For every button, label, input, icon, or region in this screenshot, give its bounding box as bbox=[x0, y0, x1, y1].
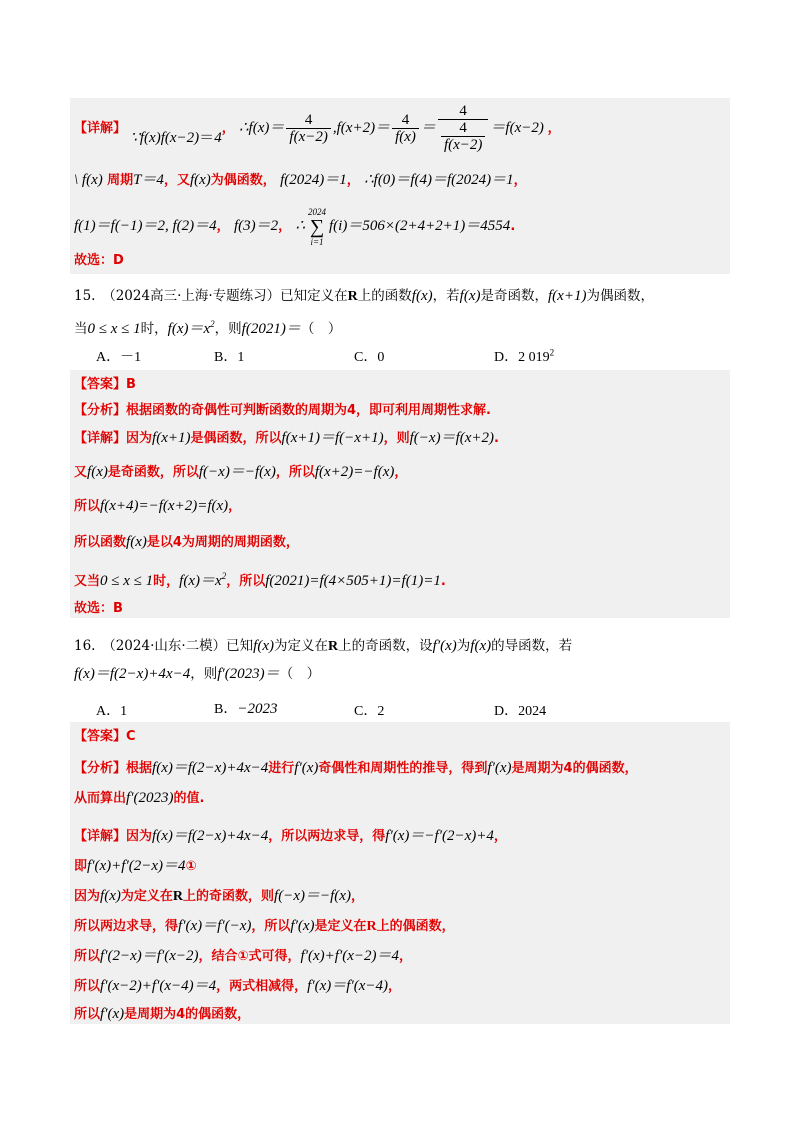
math-expr: \ f(x) bbox=[74, 172, 103, 188]
q15-detail-line5: 又当0 ≤ x ≤ 1时，$f(x)=x^2$，所以f(2021)=f(4×505+1)=f(1)=1. bbox=[74, 571, 446, 589]
detail-label: 【详解】 bbox=[74, 121, 127, 136]
q16-option-d: D．2024 bbox=[494, 704, 547, 719]
math-expr: ∴f(0)＝f(4)＝f(2024)＝1 bbox=[364, 172, 514, 188]
q16-analysis-line2: 从而算出f′(2023)的值. bbox=[74, 790, 205, 806]
prev-sum-line: f(1)＝f(−1)＝2, f(2)＝4， f(3)＝2， ∴ 2024 ∑ i=1 f(i)＝506×(2+4+2+1)＝4554. bbox=[74, 206, 516, 247]
math-expr: f(x) bbox=[189, 172, 211, 188]
prev-choose-line: 故选：D bbox=[74, 253, 124, 268]
q15-detail-line3: 所以f(x+4)=−f(x+2)=f(x)， bbox=[74, 498, 242, 514]
q16-option-c: C．2 bbox=[354, 704, 385, 719]
q16-detail-line3: 因为f(x)为定义在R上的奇函数，则f(−x)＝−f(x)， bbox=[74, 888, 364, 904]
q16-option-b: B．−2023 bbox=[214, 701, 278, 717]
math-expr: f(1)＝f(−1)＝2, f(2)＝4 bbox=[74, 218, 217, 234]
math-expr: ∴f(x)＝ $\frac{4}{f(x-2)}$ ,f(x+2)＝ $\frac{4}{f(x)}$ ＝ $\frac{4}{\frac{4}{f(x-2)}}$ ＝f(x−2) bbox=[239, 103, 548, 154]
q16-option-a: A．1 bbox=[96, 704, 128, 719]
math-expr: f(2024)＝1 bbox=[280, 172, 347, 188]
q15-detail-line2: 又f(x)是奇函数，所以f(−x)＝−f(x)，所以f(x+2)=−f(x)， bbox=[74, 464, 408, 480]
q16-detail-line1: 【详解】因为f(x)＝f(2−x)+4x−4，所以两边求导，得f′(x)＝−f′(2−x)+4， bbox=[74, 828, 507, 844]
math-expr: ∵f(x)f(x−2)＝4 bbox=[130, 130, 222, 146]
q15-option-c: C．0 bbox=[354, 350, 385, 365]
q15-answer-line: 【答案】B bbox=[74, 377, 136, 392]
q15-choose-line: 故选：B bbox=[74, 601, 123, 616]
prev-period-line: \ f(x) 周期T＝4，又f(x)为偶函数， f(2024)＝1， ∴f(0)＝f(4)＝f(2024)＝1， bbox=[74, 172, 527, 188]
q16-answer-line: 【答案】C bbox=[74, 729, 136, 744]
q15-detail-line1: 【详解】因为f(x+1)是偶函数，所以f(x+1)＝f(−x+1)，则f(−x)＝f(x+2). bbox=[74, 430, 499, 446]
q16-detail-line4: 所以两边求导，得f′(x)＝f′(−x)，所以f′(x)是定义在R上的偶函数， bbox=[74, 918, 455, 934]
q15-detail-line4: 所以函数f(x)是以4为周期的周期函数， bbox=[74, 534, 299, 550]
q16-detail-line6: 所以f′(x−2)+f′(x−4)＝4，两式相减得，f′(x)＝f′(x−4)， bbox=[74, 978, 402, 994]
math-expr: ∴ 2024 ∑ i=1 f(i)＝506×(2+4+2+1)＝4554 bbox=[295, 206, 511, 247]
q15-stem-line2: 当0 ≤ x ≤ 1时，$f(x)=x^2$，则f(2021)＝（ ） bbox=[74, 319, 342, 337]
math-expr: f(3)＝2 bbox=[233, 218, 279, 234]
q16-stem-line1: 16. （2024·山东·二模）已知f(x)为定义在R上的奇函数，设f′(x)为f(x)的导函数，若 bbox=[74, 638, 573, 654]
circle-one-icon: ① bbox=[185, 859, 197, 874]
q15-option-a: A．－1 bbox=[96, 350, 142, 365]
q16-detail-line2: 即f′(x)+f′(2−x)＝4① bbox=[74, 858, 197, 874]
q16-detail-line7: 所以f′(x)是周期为4的偶函数， bbox=[74, 1006, 251, 1022]
math-expr: T＝4 bbox=[133, 172, 164, 188]
q15-option-b: B．1 bbox=[214, 350, 245, 365]
q16-analysis-line1: 【分析】根据f(x)＝f(2−x)+4x−4进行f′(x)奇偶性和周期性的推导，得到f′(x)是周期为4的偶函数， bbox=[74, 760, 638, 776]
q16-detail-line5: 所以f′(2−x)＝f′(x−2)，结合①式可得，f′(x)+f′(x−2)＝4， bbox=[74, 948, 413, 964]
q15-analysis-line: 【分析】根据函数的奇偶性可判断函数的周期为4，即可利用周期性求解. bbox=[74, 403, 491, 418]
q15-option-d: D．2 $019^2$ bbox=[494, 347, 555, 365]
prev-detail-line: 【详解】 ∵f(x)f(x−2)＝4， ∴f(x)＝ $\frac{4}{f(x-2)}$ ,f(x+2)＝ $\frac{4}{f(x)}$ ＝ $\frac{4}{\frac{4}{f(x-2)}}$ ＝f(x−2) ， bbox=[74, 103, 561, 154]
q15-stem-line1: 15. （2024高三·上海·专题练习）已知定义在R上的函数f(x)，若f(x)是奇函数，f(x+1)为偶函数， bbox=[74, 288, 654, 304]
q16-stem-line2: f(x)＝f(2−x)+4x−4，则f′(2023)＝（ ） bbox=[74, 666, 321, 682]
